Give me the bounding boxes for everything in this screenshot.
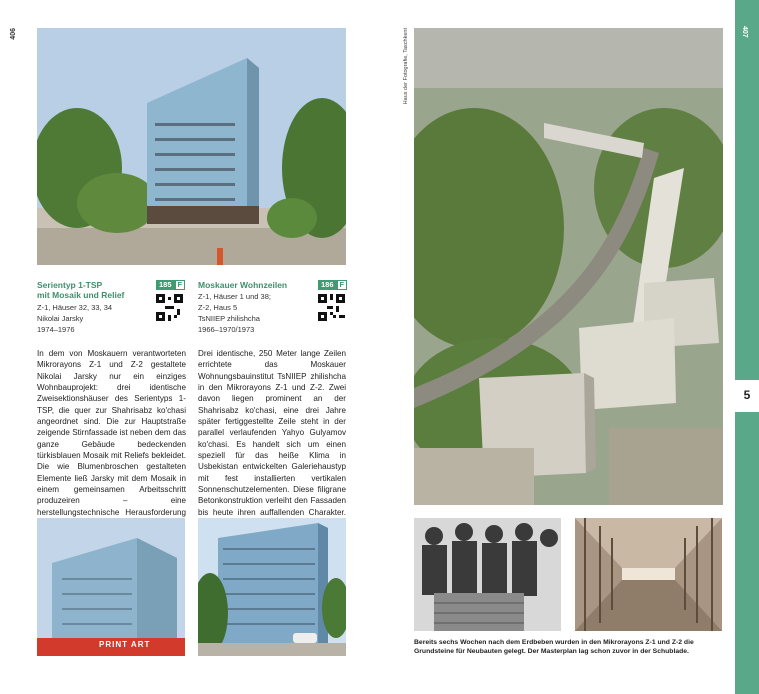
entry-186-institute: TsNIIEP zhilishcha bbox=[198, 314, 260, 323]
chapter-tab-bar bbox=[735, 0, 759, 694]
entry-185-years: 1974–1976 bbox=[37, 325, 75, 334]
entry-186-badge bbox=[318, 280, 347, 290]
chapter-marker[interactable]: 5 bbox=[735, 380, 759, 412]
entry-186-number: 186 bbox=[318, 280, 337, 290]
entry-185-architect: Nikolai Jarsky bbox=[37, 314, 84, 323]
photo-foundation-ceremony bbox=[414, 518, 561, 631]
entry-185-address: Z-1, Häuser 32, 33, 34 bbox=[37, 303, 113, 312]
photo-caption: Bereits sechs Wochen nach dem Erdbeben wurden in den Mikrorayons Z-1 und Z-2 die Grundsteine für Neubauten gelegt. Der Masterplan lag schon zuvor in der Schublade. bbox=[414, 639, 694, 655]
entry-185-badge bbox=[156, 280, 185, 290]
photo-gallery-corridor bbox=[575, 518, 722, 631]
photo-credit: Haus der Fotografie, Taschkent bbox=[403, 28, 409, 105]
photo-mosaic-facade bbox=[37, 518, 185, 656]
photo-tower-mosaic bbox=[37, 28, 346, 265]
text-column-185 bbox=[37, 348, 186, 532]
photo-gallery-house bbox=[198, 518, 346, 656]
entry-185-title-line1: Serientyp 1-TSP bbox=[37, 280, 103, 290]
page-number-left: 406 bbox=[10, 28, 17, 40]
entry-186-address-line2: Z-2, Haus 5 bbox=[198, 303, 238, 312]
entry-186-years: 1966–1970/1973 bbox=[198, 325, 255, 334]
entry-185-number: 185 bbox=[156, 280, 175, 290]
text-column-186 bbox=[198, 348, 346, 532]
shop-sign: PRINT ART bbox=[99, 640, 151, 649]
text-186-body: Drei identische, 250 Meter lange Zeilen errichtete das Moskauer Wohnungsbauinstitut TsNIIEP zhilishcha in den Mikrorayons Z-1 und Z-2. Zwei davon liegen prominent an der Shahrisabz ko'chasi, eine drei Jahre später fertiggestellte Zeile steht in der parallel verlaufenden Yahyo Gulyamov ko'chasi. Es handelt sich um einen speziell für das heiße Klima in Usbekistan entwickelten Galeriehaustyp mit fest installierten vertikalen Sonnenschutzelementen. Diese filigrane Betonkonstruktion verleiht den Fassaden bis heute ihren auffallenden Charakter. bbox=[198, 349, 346, 517]
entry-185-title-line2: mit Mosaik und Relief bbox=[37, 290, 125, 300]
photo-aerial-microrayon bbox=[414, 28, 723, 505]
qr-code-icon[interactable] bbox=[318, 294, 345, 321]
qr-code-icon[interactable] bbox=[156, 294, 183, 321]
entry-186-title: Moskauer Wohnzeilen bbox=[198, 280, 288, 290]
entry-186-category: F bbox=[337, 280, 348, 290]
text-185-body: In dem von Moskauern verantworteten Mikrorayons Z-1 und Z-2 gestaltete Nikolai Jarsky nur ein einziges Wohnbauprojekt: drei identische Zweisektionshäuser des Serientyps 1-TSP, die quer zur Shahrisabz ko'chasi angeordnet sind. Die zur Hauptstraße zeigende Stirnfassade ist neben dem das ganze Gebäude bedeckenden türkisblauen Mosaik mit Reliefs bekleidet. Die wie Blumenbroschen gestalteten Elemente ließ Jarsky mit dem Mosaik in einem gemeinsamen Arbeitsschritt produzeiren – eine herstellungstechnische Herausforderung bbox=[37, 349, 186, 517]
page-number-right: 407 bbox=[741, 26, 748, 38]
entry-186-address-line1: Z-1, Häuser 1 und 38; bbox=[198, 292, 271, 301]
entry-185-category: F bbox=[175, 280, 186, 290]
